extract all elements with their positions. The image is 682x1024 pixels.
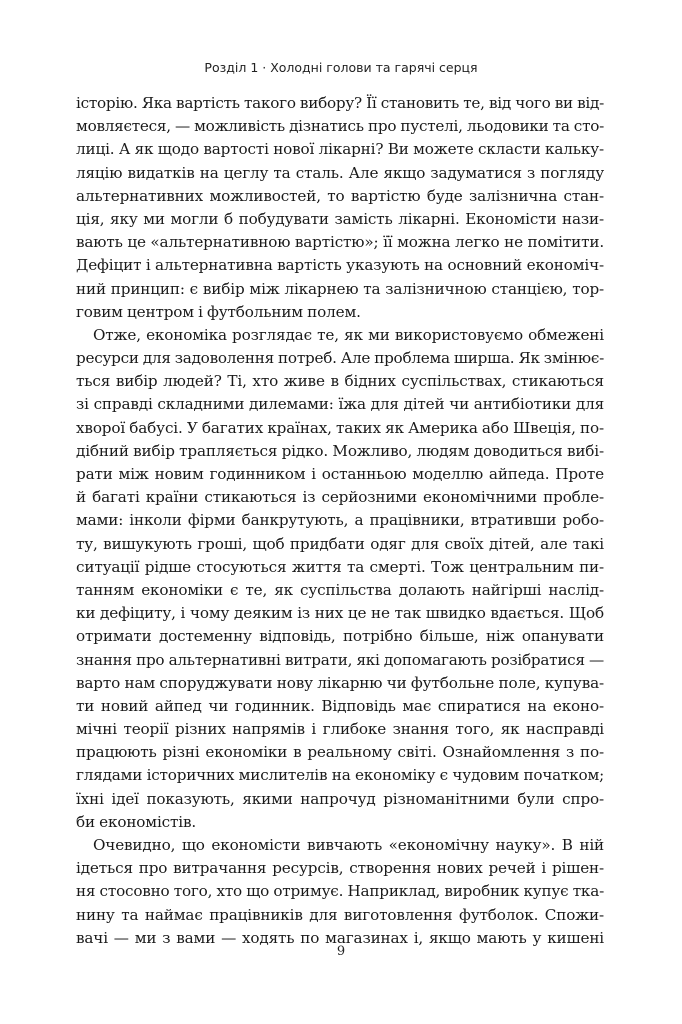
- text-line: дібний вибір трапляється рідко. Можливо, людям доводиться вибі-: [76, 441, 604, 460]
- text-line: вачі — ми з вами — ходять по магазинах і, якщо мають у кишені: [76, 928, 604, 947]
- text-line: ситуації рідше стосуються життя та смерті. Тож центральним пи-: [76, 557, 604, 576]
- text-line: отримати достеменну відповідь, потрібно більше, ніж опанувати: [76, 627, 604, 646]
- body-text: [76, 92, 604, 950]
- text-line: глядами історичних мислителів на економіку є чудовим початком;: [76, 766, 604, 785]
- text-line: Очевидно, що економісти вивчають «економічну науку». В ній: [93, 836, 604, 854]
- text-line: мами: інколи фірми банкрутують, а працівники, втративши робо-: [76, 511, 604, 530]
- page-number: 9: [336, 944, 346, 959]
- paragraph: [76, 834, 604, 950]
- text-line: вають це «альтернативною вартістю»; її можна легко не помітити.: [76, 233, 604, 252]
- text-line: ний принцип: є вибір між лікарнею та залізничною станцією, тор-: [76, 279, 604, 298]
- text-line: рати між новим годинником і останньою моделлю айпеда. Проте: [76, 465, 604, 483]
- text-line: ту, вишукують гроші, щоб придбати одяг для своїх дітей, але такі: [76, 534, 604, 553]
- text-line: працюють різні економіки в реальному світі. Ознайомлення з по-: [76, 743, 604, 762]
- text-line: ня стосовно того, хто що отримує. Наприклад, виробник купує тка-: [76, 882, 604, 901]
- text-line: нину та наймає працівників для виготовлення футболок. Спожи-: [76, 905, 604, 924]
- text-line: ція, яку ми могли б побудувати замість лікарні. Економісти нази-: [76, 209, 604, 228]
- text-line: знання про альтернативні витрати, які допомагають розібратися —: [76, 650, 604, 669]
- text-line: ти новий айпед чи годинник. Відповідь має спиратися на еконо-: [76, 696, 604, 715]
- text-line: ки дефіциту, і чому деяким із них це не так швидко вдається. Щоб: [76, 604, 604, 623]
- text-line: мовляєтеся, — можливість дізнатись про пустелі, льодовики та сто-: [76, 117, 604, 136]
- text-line: їхні ідеї показують, якими напрочуд різноманітними були спро-: [76, 789, 604, 808]
- text-line: зі справді складними дилемами: їжа для дітей чи антибіотики для: [76, 395, 604, 414]
- text-line: ідеться про витрачання ресурсів, створення нових речей і рішен-: [76, 859, 604, 878]
- text-line: говим центром і футбольним полем.: [76, 302, 361, 321]
- text-line: лиці. А як щодо вартості нової лікарні? Ви можете скласти кальку-: [76, 140, 604, 159]
- text-line: варто нам споруджувати нову лікарню чи футбольне поле, купува-: [76, 673, 604, 692]
- running-header: Розділ 1 · Холодні голови та гарячі серця: [204, 60, 478, 75]
- text-line: танням економіки є те, як суспільства долають найгірші наслід-: [76, 580, 604, 599]
- text-line: ляцію видатків на цеглу та сталь. Але якщо задуматися з погляду: [76, 163, 604, 182]
- text-line: історію. Яка вартість такого вибору? Її становить те, від чого ви від-: [76, 94, 604, 112]
- paragraph: [76, 324, 604, 834]
- text-line: ресурси для задоволення потреб. Але проблема ширша. Як змінює-: [76, 349, 604, 368]
- text-line: би економістів.: [76, 812, 197, 831]
- text-line: Отже, економіка розглядає те, як ми використовуємо обмежені: [93, 325, 604, 344]
- text-line: хворої бабусі. У багатих країнах, таких як Америка або Швеція, по-: [76, 418, 604, 437]
- text-line: Дефіцит і альтернативна вартість указують на основний економіч-: [76, 256, 604, 275]
- text-line: ться вибір людей? Ті, хто живе в бідних суспільствах, стикаються: [76, 372, 604, 391]
- paragraph: [76, 92, 604, 324]
- text-line: мічні теорії різних напрямів і глибоке знання того, як насправді: [76, 720, 604, 739]
- text-line: альтернативних можливостей, то вартістю буде залізнична стан-: [76, 186, 604, 205]
- text-line: й багаті країни стикаються із серйозними економічними пробле-: [76, 488, 604, 507]
